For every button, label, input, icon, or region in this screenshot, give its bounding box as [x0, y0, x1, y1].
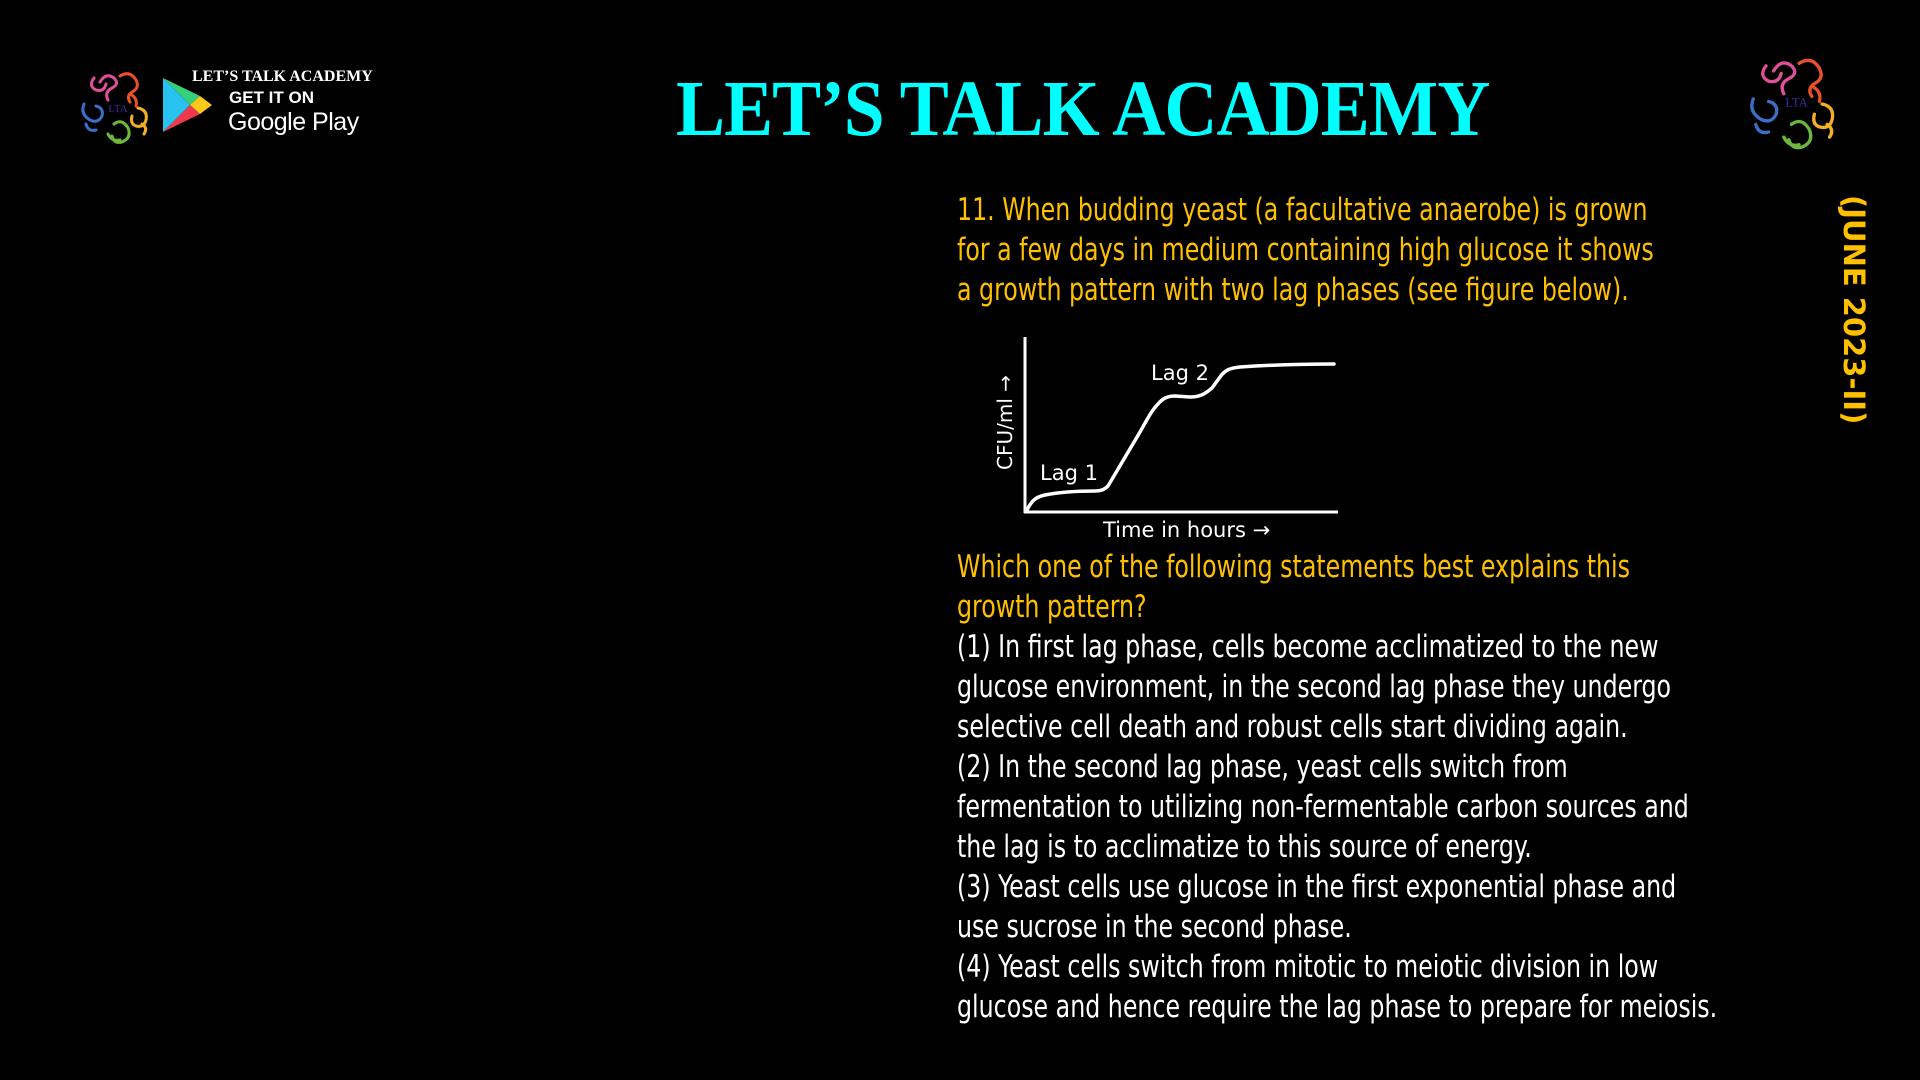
question-line-2: for a few days in medium containing high glucose it shows [957, 232, 1654, 268]
x-axis-label: Time in hours → [1103, 518, 1271, 542]
question-line-3: a growth pattern with two lag phases (see figure below). [957, 272, 1629, 308]
lag-1-label: Lag 1 [1040, 461, 1098, 485]
lta-logo-left [72, 64, 160, 152]
brand-name-small: LET’S TALK ACADEMY [192, 68, 373, 85]
option-1-line-2: glucose environment, in the second lag phase they undergo [957, 669, 1672, 705]
option-3-line-1: (3) Yeast cells use glucose in the first exponential phase and [957, 869, 1677, 905]
question-line-1: 11. When budding yeast (a facultative anaerobe) is grown [957, 192, 1648, 228]
google-play-label[interactable]: Google Play [228, 108, 359, 136]
logo-text: LTA [108, 103, 128, 115]
option-1-line-1: (1) In first lag phase, cells become acclimatized to the new [957, 629, 1659, 665]
page-title: LET’S TALK ACADEMY [676, 66, 1490, 153]
prompt-line-1: Which one of the following statements best explains this [957, 549, 1631, 585]
option-4-line-2: glucose and hence require the lag phase to prepare for meiosis. [957, 989, 1718, 1025]
growth-curve [1027, 364, 1334, 510]
option-2-line-1: (2) In the second lag phase, yeast cells switch from [957, 749, 1568, 785]
logo-text: LTA [1785, 95, 1808, 110]
y-axis-label: CFU/ml → [993, 375, 1017, 470]
exam-session-tag: (JUNE 2023-II) [1837, 195, 1871, 425]
growth-curve-chart [1000, 330, 1360, 530]
lta-logo-right [1738, 48, 1850, 160]
option-4-line-1: (4) Yeast cells switch from mitotic to meiotic division in low [957, 949, 1659, 985]
option-3-line-2: use sucrose in the second phase. [957, 909, 1352, 945]
get-it-on-label: GET IT ON [229, 88, 314, 107]
lag-2-label: Lag 2 [1151, 361, 1209, 385]
option-1-line-3: selective cell death and robust cells start dividing again. [957, 709, 1628, 745]
option-2-line-2: fermentation to utilizing non-fermentable carbon sources and [957, 789, 1689, 825]
option-2-line-3: the lag is to acclimatize to this source of energy. [957, 829, 1532, 865]
prompt-line-2: growth pattern? [957, 589, 1147, 625]
